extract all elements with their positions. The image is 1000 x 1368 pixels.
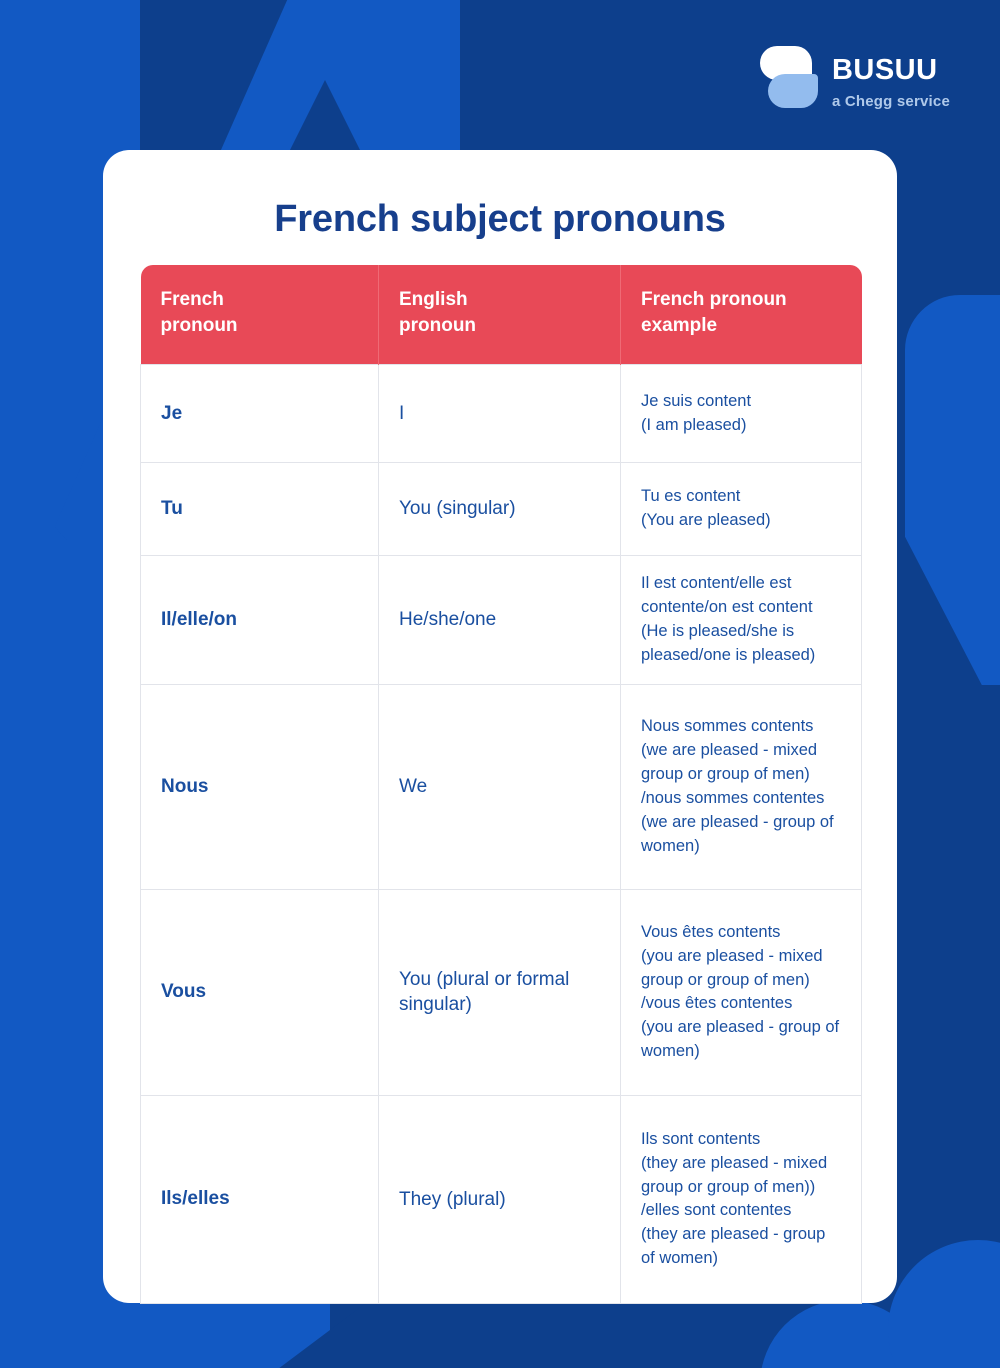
table-head xyxy=(141,265,862,365)
cell-french-pronoun: Je xyxy=(141,365,379,463)
cell-french-example: Nous sommes contents (we are pleased - mixed group or group of men) /nous sommes contentes (we are pleased - group of women) xyxy=(621,684,862,889)
busuu-logo-text xyxy=(831,41,950,110)
cell-french-example: Tu es content (You are pleased) xyxy=(621,463,862,556)
busuu-logo xyxy=(760,41,950,110)
table-row xyxy=(141,365,862,463)
cell-french-pronoun: Nous xyxy=(141,684,379,889)
cell-french-example: Il est content/elle est contente/on est content (He is pleased/she is pleased/one is pleased) xyxy=(621,556,862,685)
cell-french-pronoun: Il/elle/on xyxy=(141,556,379,685)
busuu-logo-icon-bottom-shape xyxy=(768,74,818,108)
decorative-shape-circle-right xyxy=(888,1240,1000,1368)
busuu-wordmark: busuu xyxy=(831,41,938,88)
column-header-french-example: French pronoun example xyxy=(621,265,862,365)
table-body xyxy=(141,365,862,1304)
table-row xyxy=(141,1095,862,1303)
cell-english-pronoun: They (plural) xyxy=(379,1095,621,1303)
cell-english-pronoun: We xyxy=(379,684,621,889)
page-title: French subject pronouns xyxy=(274,198,726,240)
column-header-english-pronoun: English pronoun xyxy=(379,265,621,365)
content-card xyxy=(103,150,897,1303)
busuu-tagline: a Chegg service xyxy=(831,93,950,110)
table-row xyxy=(141,556,862,685)
decorative-shape-right-block xyxy=(905,295,1000,685)
busuu-logo-icon xyxy=(760,46,818,108)
cell-french-example: Ils sont contents (they are pleased - mixed group or group of men)) /elles sont contentes (they are pleased - group of women) xyxy=(621,1095,862,1303)
cell-french-pronoun: Ils/elles xyxy=(141,1095,379,1303)
cell-english-pronoun: He/she/one xyxy=(379,556,621,685)
cell-french-pronoun: Vous xyxy=(141,889,379,1095)
cell-french-example: Vous êtes contents (you are pleased - mixed group or group of men) /vous êtes contentes (you are pleased - group of women) xyxy=(621,889,862,1095)
column-header-french-pronoun: French pronoun xyxy=(141,265,379,365)
pronouns-table xyxy=(140,265,862,1304)
cell-french-pronoun: Tu xyxy=(141,463,379,556)
cell-english-pronoun: I xyxy=(379,365,621,463)
table-header-row xyxy=(141,265,862,365)
cell-english-pronoun: You (singular) xyxy=(379,463,621,556)
table-row xyxy=(141,684,862,889)
table-row xyxy=(141,463,862,556)
table-row xyxy=(141,889,862,1095)
cell-french-example: Je suis content (I am pleased) xyxy=(621,365,862,463)
cell-english-pronoun: You (plural or formal singular) xyxy=(379,889,621,1095)
